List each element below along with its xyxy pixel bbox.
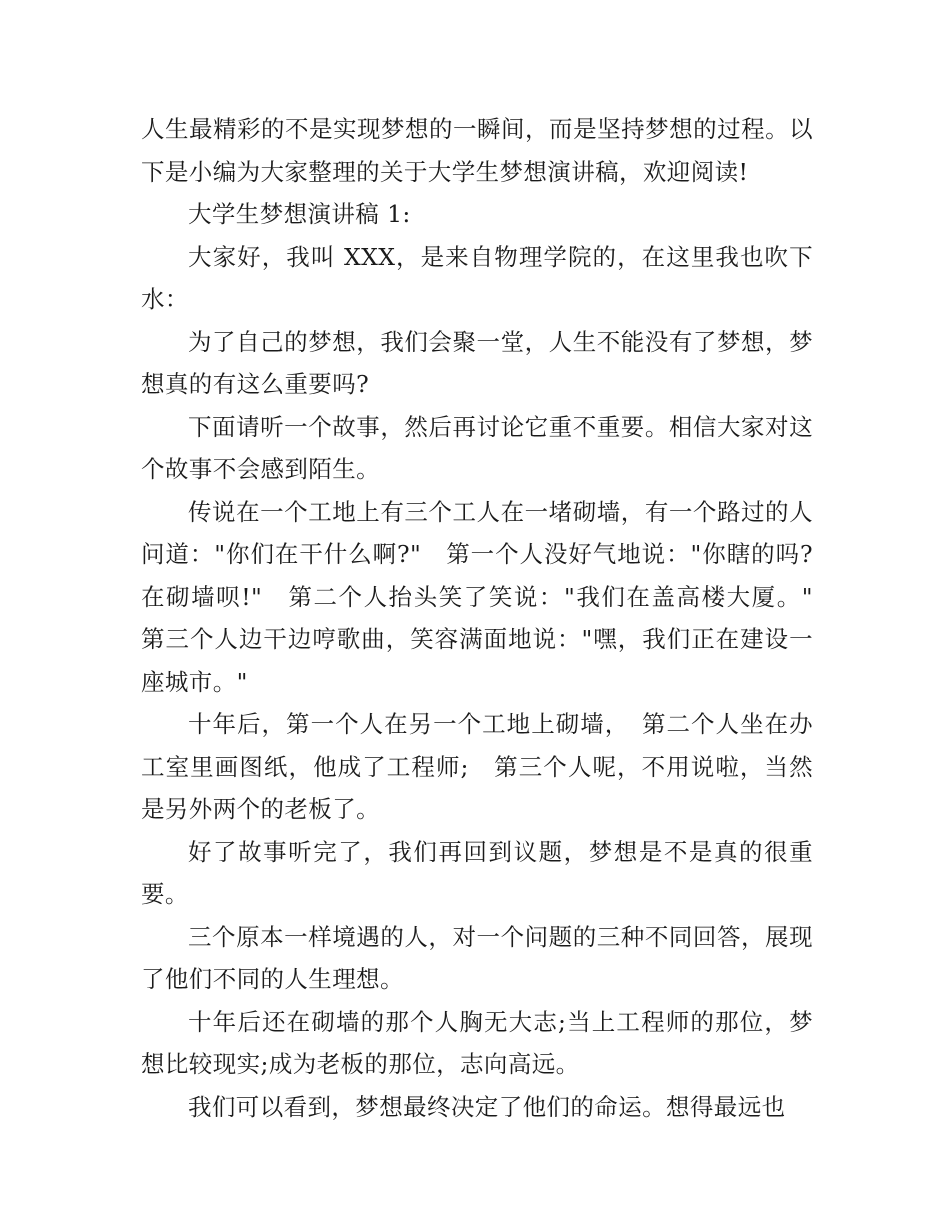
body-paragraph: 传说在一个工地上有三个工人在一堵砌墙，有一个路过的人问道："你们在干什么啊?" 第一个人没好气地说："你瞎的吗?在砌墙呗!" 第二个人抬头笑了笑说："我们在盖高楼大厦。" 第三个人边干边哼歌曲，笑容满面地说："嘿，我们正在建设一座城市。" (141, 497, 837, 696)
body-paragraph: 十年后，第一个人在另一个工地上砌墙， 第二个人坐在办工室里画图纸，他成了工程师; 第三个人呢，不用说啦，当然是另外两个的老板了。 (141, 710, 813, 823)
intro-paragraph: 人生最精彩的不是实现梦想的一瞬间，而是坚持梦想的过程。以下是小编为大家整理的关于大学生梦想演讲稿，欢迎阅读! (141, 115, 813, 186)
body-paragraph: 大家好，我叫 XXX，是来自物理学院的，在这里我也吹下水： (141, 242, 813, 313)
document-body (141, 108, 837, 1128)
body-paragraph: 三个原本一样境遇的人，对一个问题的三种不同回答，展现了他们不同的人生理想。 (141, 922, 813, 993)
body-paragraph: 我们可以看到，梦想最终决定了他们的命运。想得最远也 (188, 1092, 786, 1121)
speech-heading: 大学生梦想演讲稿 1: (188, 200, 411, 228)
body-paragraph: 十年后还在砌墙的那个人胸无大志;当上工程师的那位，梦想比较现实;成为老板的那位，志向高远。 (141, 1007, 813, 1078)
body-paragraph: 为了自己的梦想，我们会聚一堂，人生不能没有了梦想，梦想真的有这么重要吗? (141, 327, 813, 398)
body-paragraph: 好了故事听完了，我们再回到议题，梦想是不是真的很重要。 (141, 837, 813, 908)
body-paragraph: 下面请听一个故事，然后再讨论它重不重要。相信大家对这个故事不会感到陌生。 (141, 412, 813, 483)
